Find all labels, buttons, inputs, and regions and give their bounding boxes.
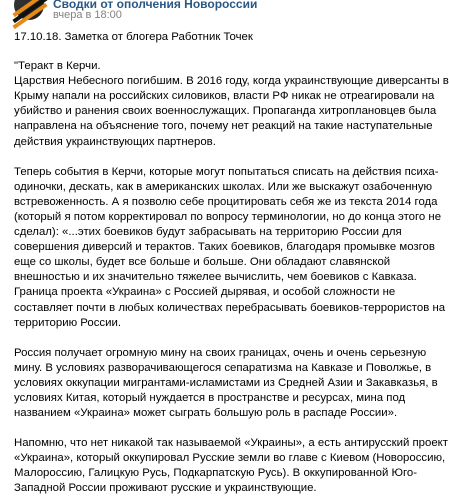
text-line: Россия получает огромную мину на своих границах, очень и очень серьезную — [14, 346, 427, 359]
text-line: названием «Украина» может сыграть большую роль в распаде России». — [14, 407, 398, 420]
text-line: убийство и ранения своих военнослужащих. Пропаганда хитроплановцев была — [14, 105, 437, 118]
text-line: действия украинствующих партнеров. — [14, 135, 216, 148]
text-line: условиях оккупации мигрантами-исламистами из Средней Азии и Закавказья, в — [14, 376, 438, 389]
paragraph-2 — [14, 165, 446, 331]
text-line: Западной России проживают русские и украинствующие. — [14, 482, 317, 495]
text-line: Напомню, что нет никакой так называемой «Украины», а есть антирусский проект — [14, 437, 448, 450]
text-line: мину. В условиях разворачивающегося сепаратизма на Кавказе и Поволжье, в — [14, 361, 432, 374]
post-header — [0, 0, 400, 22]
text-line: Теперь события в Керчи, которые могут попытаться списать на действия психа- — [14, 165, 439, 178]
text-line: составляет почти в любых количествах перебрасывать боевиков-террористов на — [14, 301, 446, 314]
text-line: "Теракт в Керчи. — [14, 60, 101, 73]
post-timestamp[interactable]: вчера в 18:00 — [53, 9, 122, 21]
group-avatar[interactable] — [14, 0, 44, 20]
text-line: встревоженность. А я позволю себе процитировать себя же из текста 2014 года — [14, 195, 438, 208]
text-line: Малороссию, Галицкую Русь, Подкарпатскую Русь). В оккупированной Юго- — [14, 467, 418, 480]
post-text — [14, 30, 449, 497]
text-line: направлена на объяснение того, почему нет реакций на такие наступательные — [14, 120, 433, 133]
text-line: Граница проекта «Украина» с Россией дырявая, и особой сложности не — [14, 286, 396, 299]
text-line: одиночки, дескать, как в американских школах. Или же выскажут озабоченную — [14, 180, 433, 193]
text-line: сделал): «...этих боевиков будут забрасывать на территорию России для — [14, 226, 402, 239]
paragraph-4 — [14, 436, 448, 496]
group-name-link[interactable]: Сводки от ополчения Новороссии — [53, 0, 258, 11]
paragraph-1 — [14, 59, 449, 150]
text-line: еще со школы, будет все больше и больше. Они обладают славянской — [14, 256, 391, 269]
paragraph-3 — [14, 346, 438, 421]
text-line: совершения диверсий и терактов. Таких боевиков, благодаря промывке мозгов — [14, 241, 435, 254]
text-line: Царствия Небесного погибшим. В 2016 году, когда украинствующие диверсанты в — [14, 75, 449, 88]
text-line: (который я потом корректировал по вопросу терминологии, но до конца этого не — [14, 210, 442, 223]
text-line: внешностью и их значительно тяжелее вычислить, чем боевиков с Кавказа. — [14, 271, 417, 284]
text-line: Крыму напали на российских силовиков, власти РФ никак не отреагировали на — [14, 90, 435, 103]
text-line: территорию России. — [14, 316, 121, 329]
post-title: 17.10.18. Заметка от блогера Работник Точек — [14, 31, 253, 43]
text-line: «Украина», который оккупировал Русские земли во главе с Киевом (Новороссию, — [14, 452, 446, 465]
text-line: условиях Китая, который нуждается в пространстве и ресурсах, мина под — [14, 391, 406, 404]
